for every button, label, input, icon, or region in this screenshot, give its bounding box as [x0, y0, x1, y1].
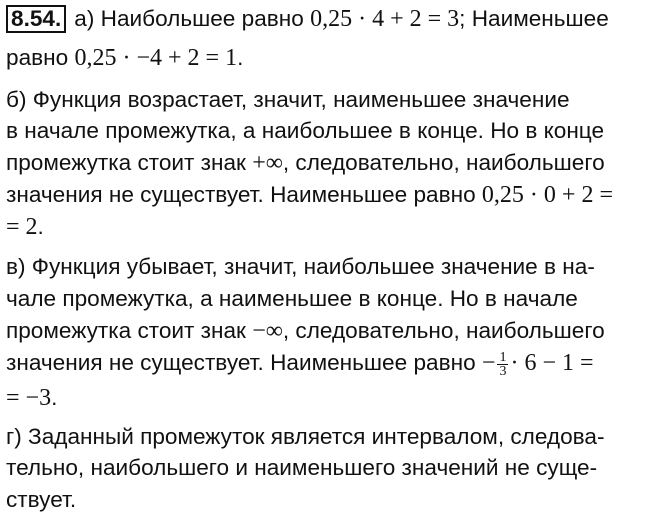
line-12-tail: .	[51, 385, 58, 410]
line-1-tail: ; Наименьшее	[459, 6, 609, 31]
line-6-text: значения не существует. Наименьшее равно	[6, 182, 482, 207]
line-11-math-rest: · 6 − 1 =	[510, 350, 594, 376]
solution-line-14	[6, 453, 597, 483]
line-10-text: промежутка стоит знак	[6, 318, 253, 343]
one-third-fraction	[497, 351, 508, 378]
solution-line-11	[6, 348, 594, 378]
line-13-text: г) Заданный промежуток является интервалом, следова-	[6, 424, 605, 449]
line-7-math: = 2	[6, 214, 38, 240]
line-15-text: ствует.	[6, 487, 77, 512]
line-4-text: в начале промежутка, а наибольшее в конце. Но в конце	[6, 118, 605, 143]
solution-line-8	[6, 252, 595, 282]
line-5-text: промежутка стоит знак	[6, 150, 253, 175]
problem-number: 8.54.	[6, 5, 66, 33]
fraction-numerator: 1	[499, 349, 507, 365]
line-10-tail: , следовательно, наибольшего	[282, 318, 605, 343]
line-11-math-minus: −	[481, 350, 496, 376]
line-11-text: значения не существует. Наименьшее равно	[6, 350, 482, 375]
line-14-text: тельно, наибольшего и наименьшего значений не суще-	[6, 455, 598, 480]
line-6-math: 0,25 · 0 + 2 =	[481, 182, 613, 208]
line-1-text: а) Наибольшее равно	[74, 6, 311, 31]
solution-line-2	[6, 43, 243, 73]
solution-line-9	[6, 284, 578, 314]
line-7-tail: .	[37, 214, 44, 239]
solution-line-15	[6, 485, 76, 515]
solution-line-4	[6, 116, 604, 146]
line-2-tail: .	[237, 45, 244, 70]
line-5-math: +∞	[252, 150, 283, 176]
solution-line-13	[6, 422, 605, 452]
solution-line-10	[6, 316, 605, 346]
line-2-text: равно	[6, 45, 75, 70]
line-2-math: 0,25 · −4 + 2 = 1	[74, 45, 238, 71]
line-1-math: 0,25 · 4 + 2 = 3	[310, 6, 460, 32]
solution-line-5	[6, 148, 605, 178]
line-5-tail: , следовательно, наибольшего	[282, 150, 605, 175]
fraction-denominator: 3	[499, 363, 507, 379]
line-3-text: б) Функция возрастает, значит, наименьшее значение	[6, 87, 570, 112]
line-9-text: чале промежутка, а наименьшее в конце. Но в начале	[6, 286, 578, 311]
solution-line-1	[6, 4, 609, 34]
line-12-math: = −3	[6, 385, 52, 411]
solution-line-3	[6, 85, 570, 115]
line-8-text: в) Функция убывает, значит, наибольшее значение в на-	[6, 254, 595, 279]
solution-line-7	[6, 212, 44, 242]
line-10-math: −∞	[252, 318, 283, 344]
solution-line-12	[6, 383, 57, 413]
solution-line-6	[6, 180, 613, 210]
